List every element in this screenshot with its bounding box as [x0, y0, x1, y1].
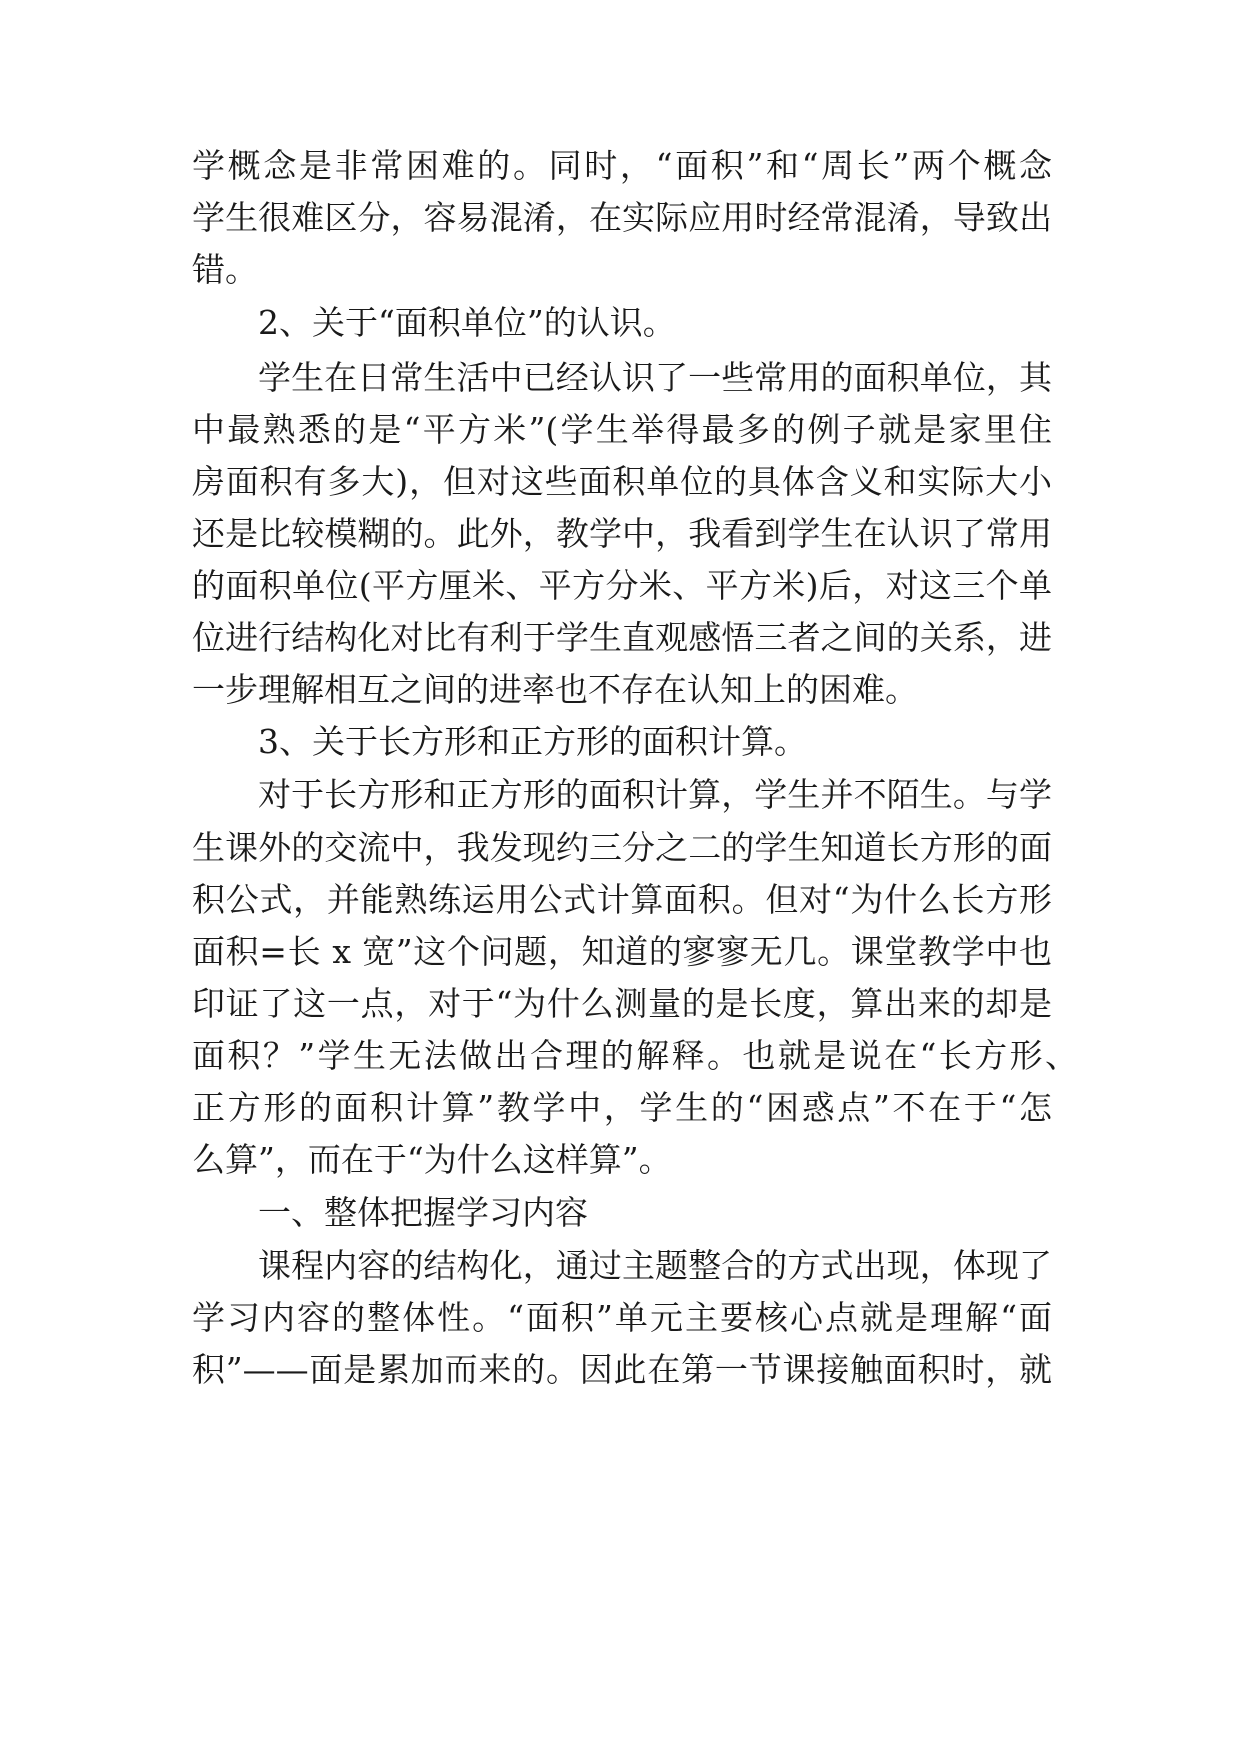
- text-line-8: 还是比较模糊的。此外，教学中，我看到学生在认识了常用: [192, 514, 1052, 553]
- text-line-6: 中最熟悉的是“平方米”(学生举得最多的例子就是家里住: [192, 410, 1052, 449]
- text-line-17: 印证了这一点，对于“为什么测量的是长度，算出来的却是: [192, 984, 1052, 1023]
- text-line-16: 面积=长 x 宽”这个问题，知道的寥寥无几。课堂教学中也: [192, 932, 1052, 971]
- text-line-13: 对于长方形和正方形的面积计算，学生并不陌生。与学: [258, 775, 1052, 814]
- text-line-3: 错。: [192, 250, 258, 289]
- section-heading-one: 一、整体把握学习内容: [258, 1193, 588, 1232]
- text-line-5: 学生在日常生活中已经认识了一些常用的面积单位，其: [258, 358, 1052, 397]
- text-line-1: 学概念是非常困难的。同时，“面积”和“周长”两个概念: [192, 146, 1052, 185]
- text-line-18: 面积？”学生无法做出合理的解释。也就是说在“长方形、: [192, 1036, 1078, 1075]
- text-line-19: 正方形的面积计算”教学中，学生的“困惑点”不在于“怎: [192, 1088, 1052, 1127]
- section-heading-2: 2、关于“面积单位”的认识。: [258, 303, 676, 342]
- text-line-22: 课程内容的结构化，通过主题整合的方式出现，体现了: [258, 1246, 1052, 1285]
- text-line-7: 房面积有多大)，但对这些面积单位的具体含义和实际大小: [192, 462, 1052, 501]
- text-line-23: 学习内容的整体性。“面积”单元主要核心点就是理解“面: [192, 1298, 1052, 1337]
- section-heading-3: 3、关于长方形和正方形的面积计算。: [258, 722, 807, 761]
- text-line-11: 一步理解相互之间的进率也不存在认知上的困难。: [192, 670, 918, 709]
- text-line-2: 学生很难区分，容易混淆，在实际应用时经常混淆，导致出: [192, 198, 1052, 237]
- text-line-10: 位进行结构化对比有利于学生直观感悟三者之间的关系，进: [192, 618, 1052, 657]
- text-line-24: 积”——面是累加而来的。因此在第一节课接触面积时，就: [192, 1350, 1052, 1389]
- text-line-15: 积公式，并能熟练运用公式计算面积。但对“为什么长方形: [192, 880, 1052, 919]
- text-line-9: 的面积单位(平方厘米、平方分米、平方米)后，对这三个单: [192, 566, 1052, 605]
- text-line-14: 生课外的交流中，我发现约三分之二的学生知道长方形的面: [192, 828, 1052, 867]
- text-line-20: 么算”，而在于“为什么这样算”。: [192, 1140, 672, 1179]
